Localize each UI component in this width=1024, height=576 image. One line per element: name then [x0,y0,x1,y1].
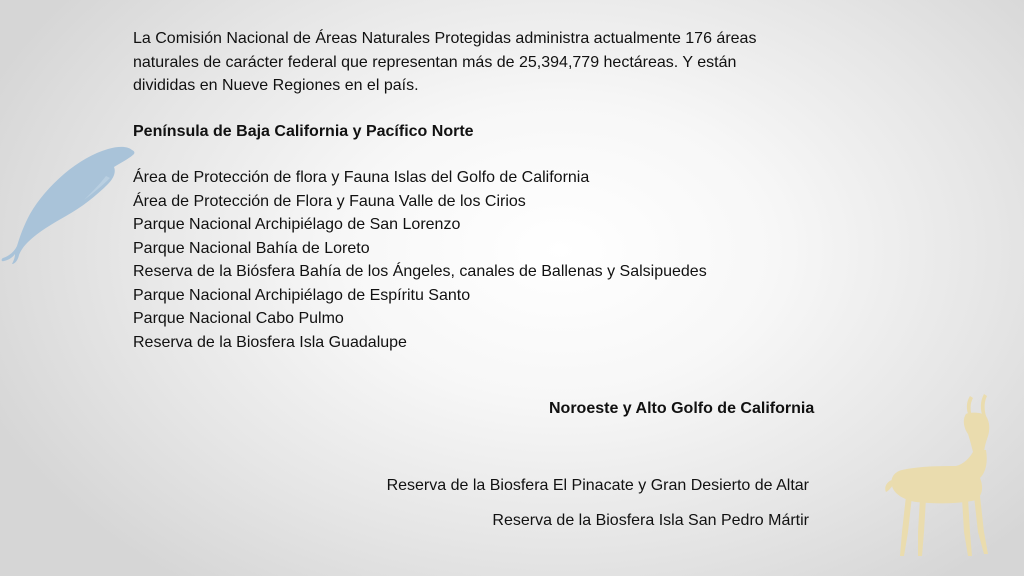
region1-list [133,166,833,354]
list-item: Reserva de la Biosfera Isla San Pedro Mártir [492,512,809,529]
intro-line: divididas en Nueve Regiones en el país. [133,77,419,94]
list-item: Reserva de la Biosfera El Pinacate y Gran Desierto de Altar [386,477,809,494]
list-item: Área de Protección de Flora y Fauna Valle de los Cirios [133,192,526,210]
list-item: Reserva de la Biosfera Isla Guadalupe [133,333,407,351]
region2-title: Noroeste y Alto Golfo de California [549,400,815,417]
intro-line: naturales de carácter federal que representan más de 25,394,779 hectáreas. Y están [133,53,737,71]
region1-title: Península de Baja California y Pacífico Norte [133,122,474,140]
deer-icon [880,392,1000,557]
list-item: Parque Nacional Cabo Pulmo [133,310,344,327]
whale-icon [0,140,140,265]
list-item: Área de Protección de flora y Fauna Islas del Golfo de California [133,169,590,186]
list-item: Parque Nacional Archipiélago de Espíritu Santo [133,286,471,304]
slide-text-block [133,27,833,354]
intro-line: La Comisión Nacional de Áreas Naturales Protegidas administra actualmente 176 áreas [133,30,757,47]
intro-paragraph [133,27,833,98]
list-item: Reserva de la Biósfera Bahía de los Ángeles, canales de Ballenas y Salsipuedes [133,263,707,280]
list-item: Parque Nacional Bahía de Loreto [133,239,370,257]
list-item: Parque Nacional Archipiélago de San Lorenzo [133,216,461,233]
